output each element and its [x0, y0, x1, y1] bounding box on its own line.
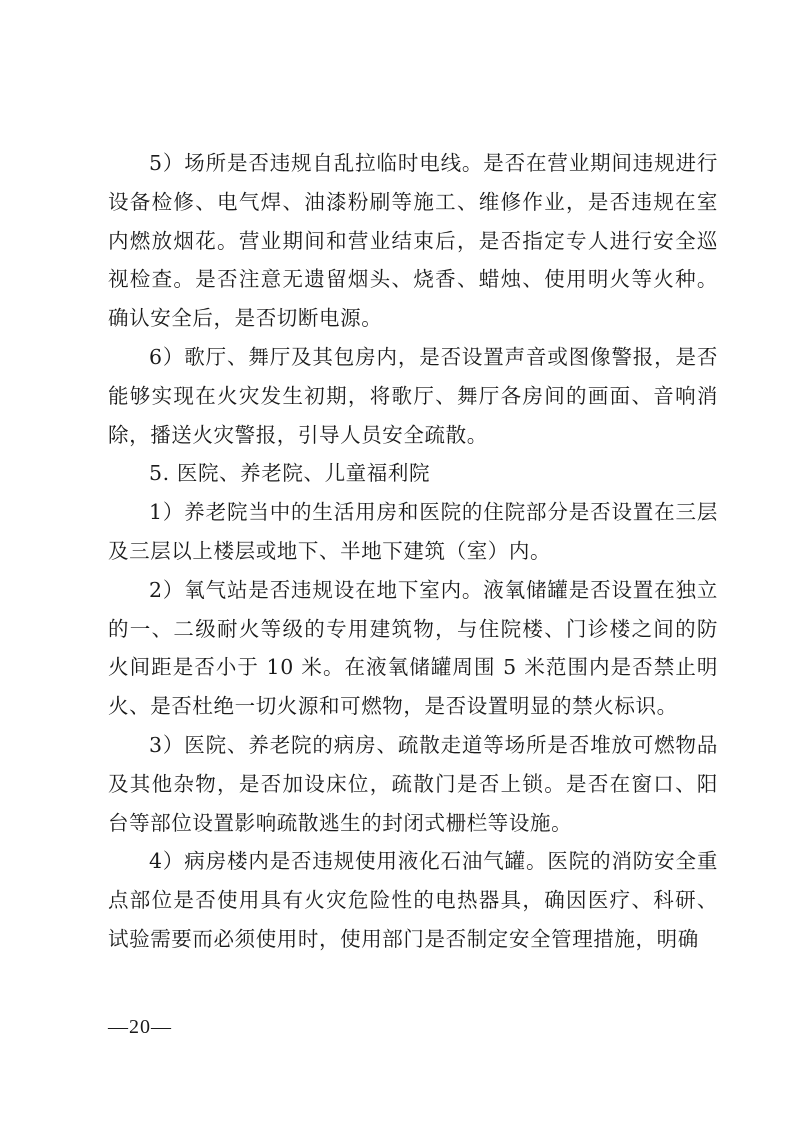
document-body: [108, 144, 718, 959]
paragraph-item-2-oxygen-station: 2）氧气站是否违规设在地下室内。液氧储罐是否设置在独立的一、二级耐火等级的专用建筑物，与住院楼、门诊楼之间的防火间距是否小于 10 米。在液氧储罐周围 5 米范围内是否禁止明火、是否杜绝一切火源和可燃物，是否设置明显的禁火标识。: [108, 577, 718, 719]
section-heading-hospitals: 5. 医院、养老院、儿童福利院: [149, 461, 431, 486]
page-number: —20—: [108, 1016, 172, 1038]
paragraph-item-1-residence-floors: 1）养老院当中的生活用房和医院的住院部分是否设置在三层及三层以上楼层或地下、半地下建筑（室）内。: [108, 500, 718, 563]
paragraph-item-6-karaoke-alarm: 6）歌厅、舞厅及其包房内，是否设置声音或图像警报，是否能够实现在火灾发生初期，将歌厅、舞厅各房间的画面、音响消除，播送火灾警报，引导人员安全疏散。: [108, 344, 718, 447]
paragraph-item-5-karaoke-wiring: 5）场所是否违规自乱拉临时电线。是否在营业期间违规进行设备检修、电气焊、油漆粉刷等施工、维修作业，是否违规在室内燃放烟花。营业期间和营业结束后，是否指定专人进行安全巡视检查。是否注意无遗留烟头、烧香、蜡烛、使用明火等火种。确认安全后，是否切断电源。: [108, 151, 718, 331]
paragraph-item-3-ward-corridors: 3）医院、养老院的病房、疏散走道等场所是否堆放可燃物品及其他杂物，是否加设床位，疏散门是否上锁。是否在窗口、阳台等部位设置影响疏散逃生的封闭式栅栏等设施。: [108, 732, 718, 835]
paragraph-item-4-ward-gas: 4）病房楼内是否违规使用液化石油气罐。医院的消防安全重点部位是否使用具有火灾危险性的电热器具，确因医疗、科研、试验需要而必须使用时，使用部门是否制定安全管理措施，明确: [108, 849, 718, 951]
